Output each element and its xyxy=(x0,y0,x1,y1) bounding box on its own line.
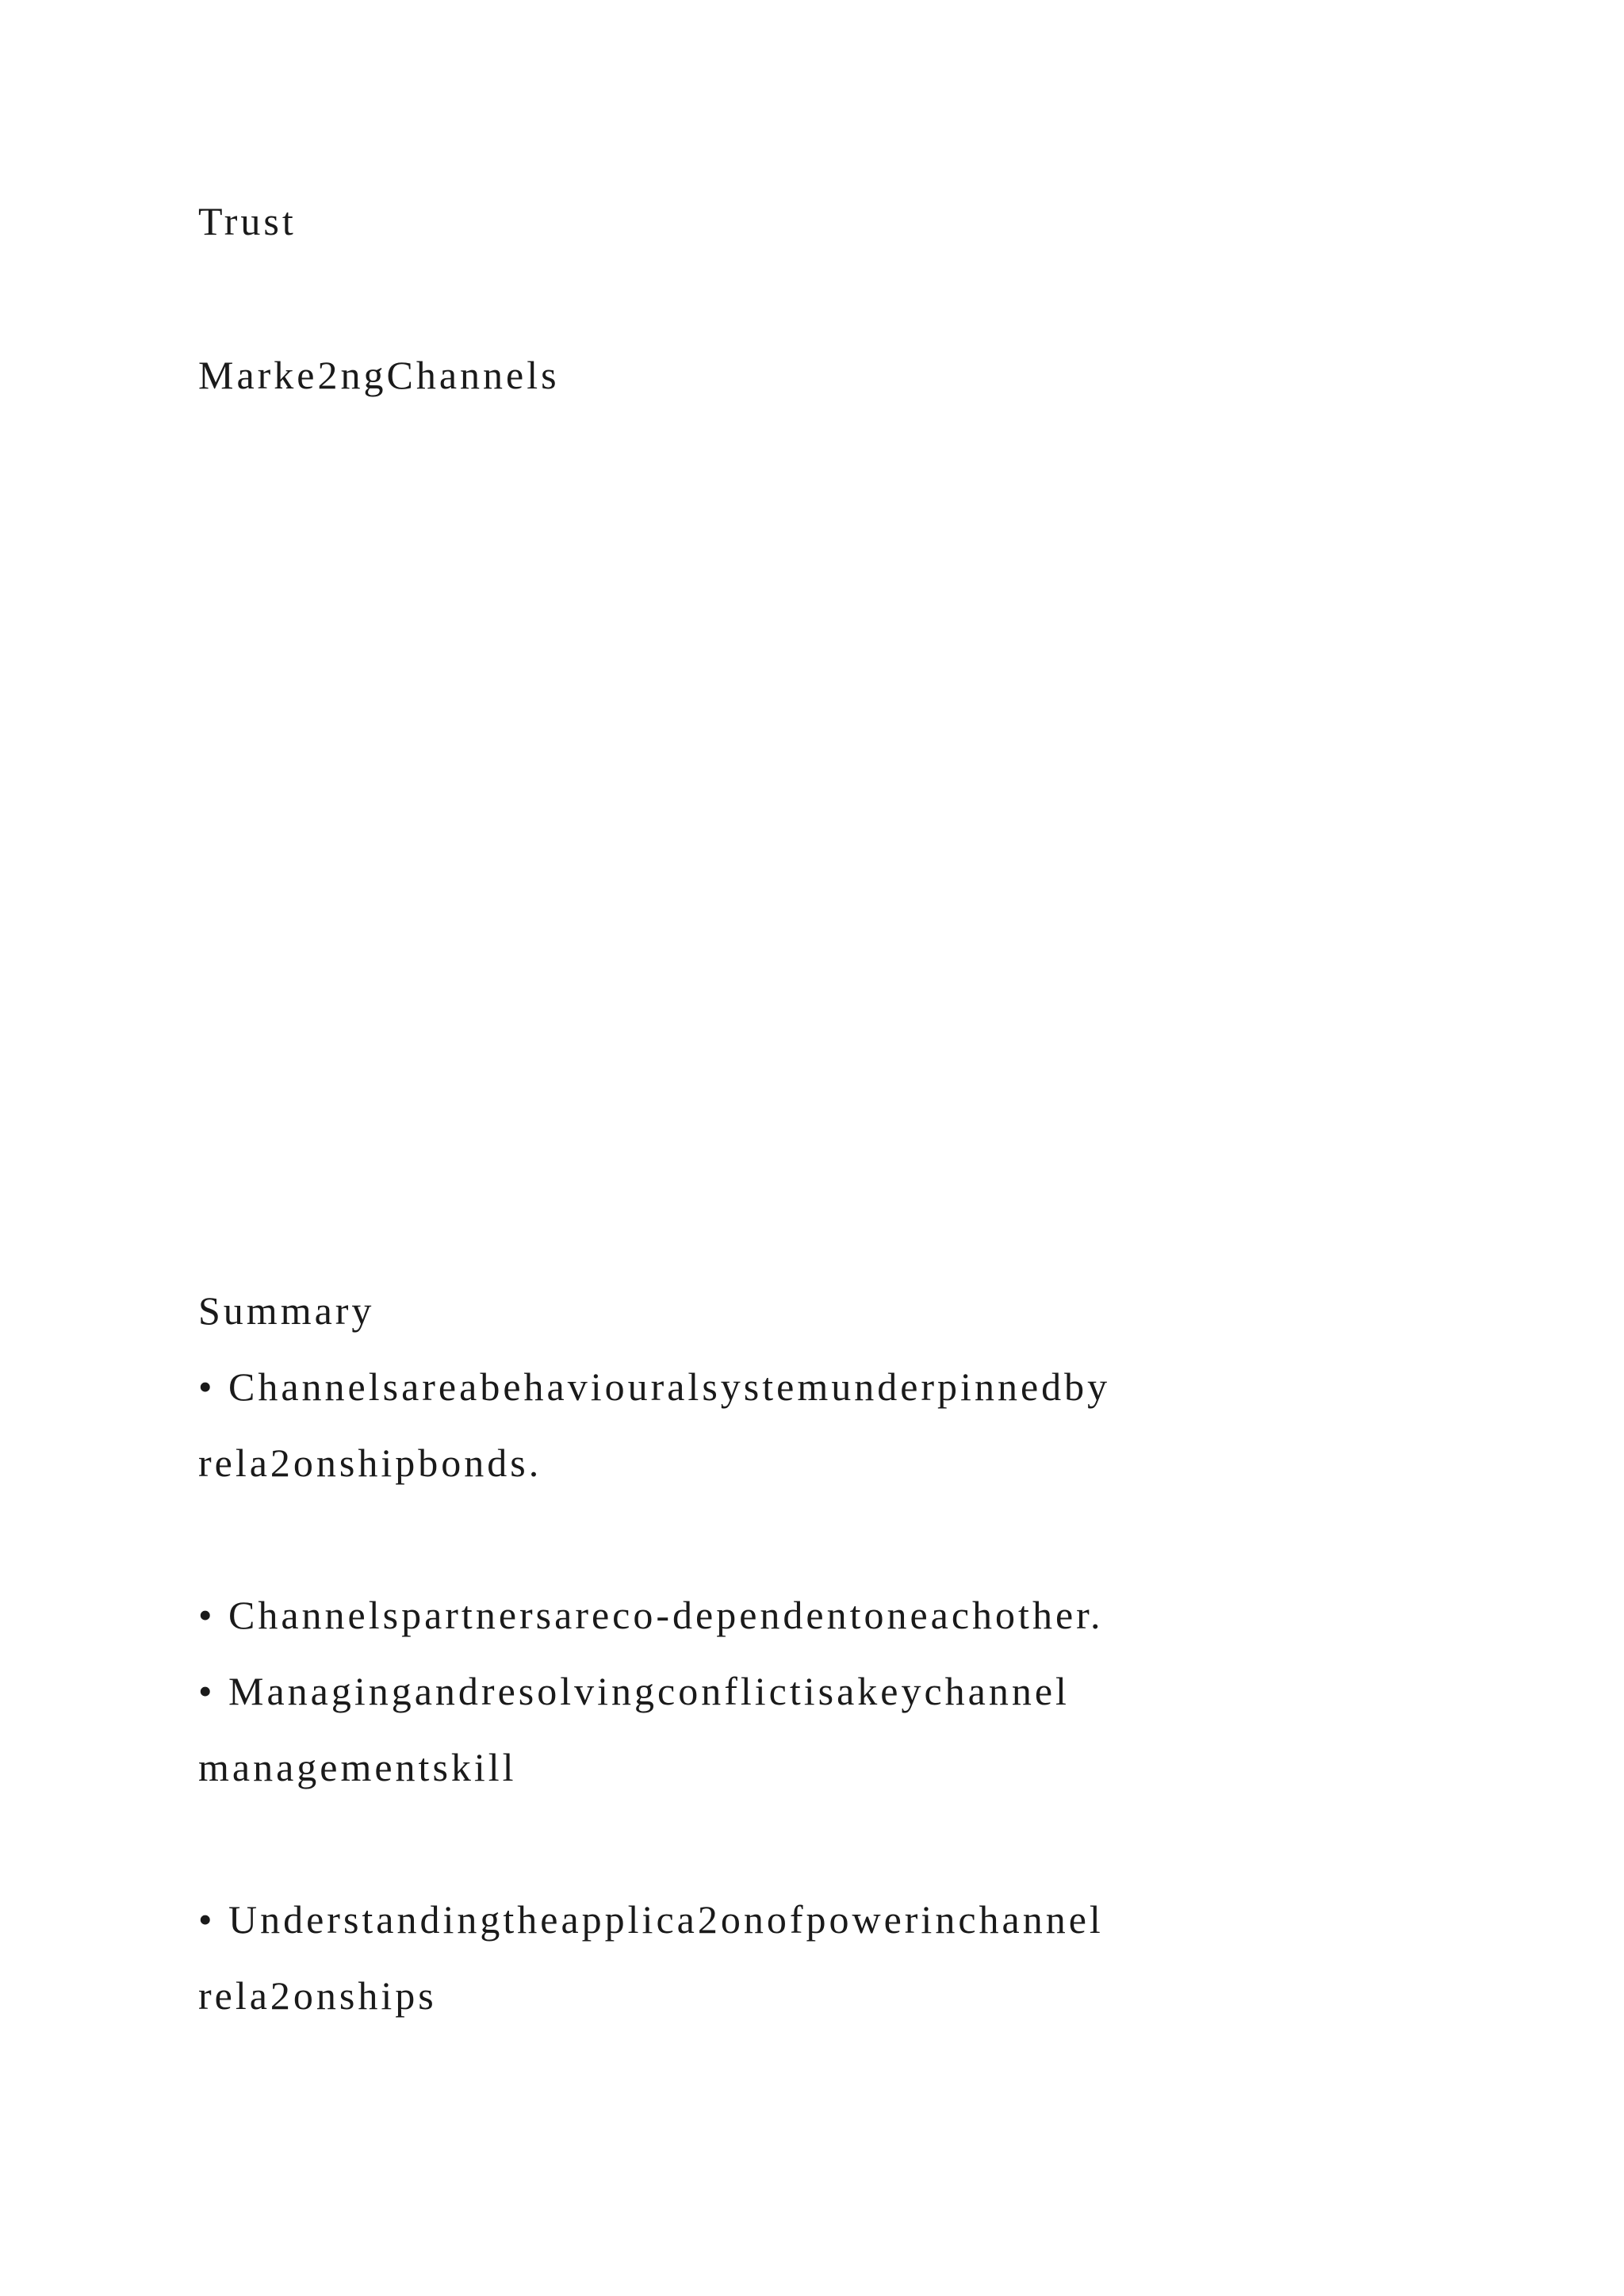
bullet-3-line-2: managementskill xyxy=(198,1745,517,1789)
bullet-4-line-2: rela2onships xyxy=(198,1973,437,2018)
bullet-3-line-1: • Managingandresolvingconflictisakeychannel xyxy=(198,1669,1070,1713)
bullet-1-line-1: • Channelsareabehaviouralsystemunderpinnedby xyxy=(198,1364,1111,1409)
heading-marketing-channels: Marke2ngChannels xyxy=(198,353,560,397)
bullet-2-line-1: • Channelspartnersareco-dependentoneachother. xyxy=(198,1593,1104,1637)
heading-trust: Trust xyxy=(198,199,297,243)
bullet-4-line-1: • Understandingtheapplica2onofpowerinchannel xyxy=(198,1897,1104,1942)
heading-summary: Summary xyxy=(198,1288,375,1333)
bullet-1-line-2: rela2onshipbonds. xyxy=(198,1441,542,1485)
